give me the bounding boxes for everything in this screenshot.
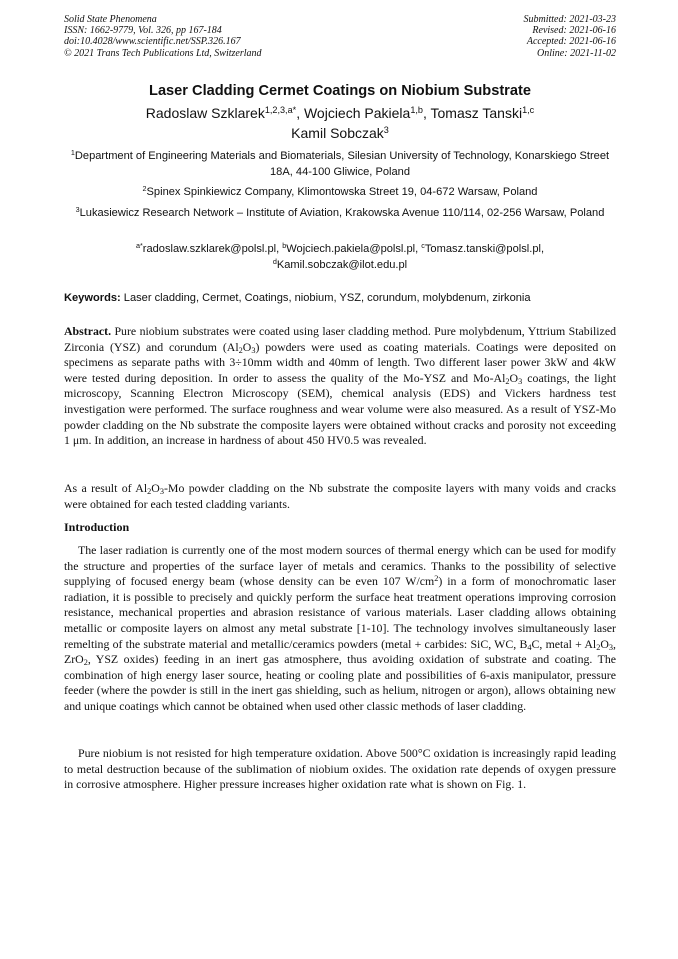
journal-issn: ISSN: 1662-9779, Vol. 326, pp 167-184 (64, 25, 222, 37)
author-affiliation-mark: 1,b (410, 105, 423, 115)
author-separator: , (296, 105, 304, 121)
paper-title: Laser Cladding Cermet Coatings on Niobium Substrate (149, 83, 531, 99)
abstract-text: O (509, 370, 519, 385)
subscript: 3 (518, 376, 523, 386)
affiliation-text: Spinex Spinkiewicz Company, Klimontowska Street 19, 04-672 Warsaw, Poland (146, 186, 538, 198)
abstract-text: O (242, 339, 252, 354)
email-mark: c (421, 241, 425, 251)
abstract-paragraph-2 (64, 481, 616, 512)
affiliation-text: Lukasiewicz Research Network – Institute of Aviation, Krakowska Avenue 110/114, 02-256 Warsaw, Poland (79, 207, 605, 219)
email-address[interactable]: radoslaw.szklarek@polsl.pl, (142, 243, 283, 255)
section-heading-introduction: Introduction (64, 520, 130, 534)
subscript: 2 (147, 487, 152, 497)
author-name: Wojciech Pakiela (303, 105, 411, 121)
subscript: 2 (238, 345, 243, 355)
subscript: 2 (505, 376, 510, 386)
date-submitted: Submitted: 2021-03-23 (523, 14, 616, 25)
journal-name: Solid State Phenomena (64, 14, 157, 25)
keywords-text: Laser cladding, Cermet, Coatings, niobium, YSZ, corundum, molybdenum, zirkonia (120, 292, 531, 304)
abstract-text: coatings, the light microscopy, Scanning Electron Microscopy (SEM), chemical analysis (EDS) and Vickers hardness test investigation were performed. The surface roughness and wear volume were also measured. As a result of YSZ-Mo powder cladding on the Nb substrate the composite layers were obtained without cracks and porosity not exceeding 1 μm. In addition, an increase in hardness of about 450 HV0.5 was revealed. (64, 370, 616, 448)
date-online: Online: 2021-11-02 (537, 47, 616, 59)
body-text: O (600, 636, 609, 651)
email-mark: b (282, 241, 287, 251)
author-emails (64, 242, 616, 273)
date-revised: Revised: 2021-06-16 (532, 25, 616, 37)
abstract-text: O (151, 481, 160, 495)
subscript: 3 (608, 642, 614, 652)
author-name: Tomasz Tanski (430, 105, 523, 121)
affiliation-text: Department of Engineering Materials and Biomaterials, Silesian University of Technology, Konarskiego Street 18A, 44-100 Gliwice, Poland (74, 150, 610, 178)
keywords-label: Keywords: (64, 292, 121, 304)
abstract-text: As a result of Al (64, 481, 148, 495)
email-mark: d (272, 256, 277, 266)
journal-info (64, 14, 262, 59)
email-address[interactable]: Kamil.sobczak@ilot.edu.pl (276, 258, 408, 271)
author-name: Radoslaw Szklarek (145, 105, 265, 121)
author-affiliation-mark: 1,c (522, 105, 535, 115)
introduction-paragraph: Pure niobium is not resisted for high temperature oxidation. Above 500°C oxidation is increasingly rapid leading to metal destruction because of the sublimation of niobium oxides. The oxidation rate depends of oxygen pressure in corrosive atmosphere. Higher pressure increases higher oxidation rate what is shown on Fig. 1. (64, 746, 616, 792)
body-text: The laser radiation is currently one of the most modern sources of thermal energy which can be used for modify the structure and properties of the surface layer of metals and ceramics. Thanks to the possibility of selective supplying of focused energy beam (whose density can be even 107 W/cm (64, 543, 616, 589)
abstract-paragraph (64, 324, 616, 449)
affiliation-mark: 3 (75, 205, 80, 215)
affiliation-mark: 1 (70, 148, 75, 158)
affiliation-mark: 2 (142, 184, 147, 194)
body-text: ) in a form of monochromatic laser radiation, it is possible to precisely and quickly perform the surface heat treatment operations improving corrosion resistance, mechanical properties and abrasion resistance of various materials. Laser cladding allows obtaining metallic or composite layers on almost any metal substrate [1-10]. The technology involves simultaneously laser remelting of the substrate material and metallic/ceramics powders (metal + carbides: SiC, WC, B (64, 574, 616, 651)
keywords (64, 291, 616, 306)
author-separator: , (422, 105, 431, 121)
affiliation (64, 149, 616, 180)
subscript: 2 (83, 658, 88, 668)
superscript: 2 (434, 574, 439, 584)
subscript: 2 (596, 642, 601, 652)
email-mark: a* (135, 241, 143, 251)
abstract-label: Abstract. (64, 324, 112, 338)
affiliation (64, 185, 616, 201)
email-address[interactable]: Tomasz.tanski@polsl.pl, (424, 243, 545, 255)
subscript: 3 (159, 487, 164, 497)
abstract-text: -Mo powder cladding on the Nb substrate the composite layers with many voids and cracks were obtained for each tested cladding variants. (64, 481, 616, 511)
abstract-text: ) powders were used as coating materials. Coatings were deposited on specimens as separate paths with 3÷10mm width and 40mm of length. Two different laser power 3kW and 4kW were tested during deposition. In order to assess the quality of the Mo-YSZ and Mo-Al (64, 339, 616, 385)
body-text: , ZrO (64, 636, 616, 667)
affiliation (64, 206, 616, 222)
author-list (64, 103, 616, 143)
submission-dates (524, 14, 617, 59)
author-affiliation-mark: 1,2,3,a* (264, 105, 297, 115)
journal-doi: doi:10.4028/www.scientific.net/SSP.326.167 (64, 36, 241, 48)
abstract-text: Pure niobium substrates were coated using laser cladding method. Pure molybdenum, Yttrium Stabilized Zirconia (YSZ) and corundum (Al (64, 324, 616, 354)
body-text: C, metal + Al (531, 636, 597, 651)
body-text: , YSZ oxides) feeding in an inert gas atmosphere, thus avoiding oxidation of substrate and coating. The combination of high energy laser source, heating or cooling plate and possibilities of 6-axis manipulator, pressure feeder (where the powder is still in the inert gas shielding, such as helium, nitrogen or argon), allows obtaining new and unique coatings which cannot be obtained when used other classic methods of laser cladding. (64, 652, 616, 713)
subscript: 4 (527, 642, 532, 652)
subscript: 3 (251, 345, 256, 355)
journal-copyright: © 2021 Trans Tech Publications Ltd, Switzerland (64, 47, 262, 59)
author-name: Kamil Sobczak (291, 125, 384, 141)
date-accepted: Accepted: 2021-06-16 (526, 36, 616, 48)
introduction-paragraph (64, 543, 616, 715)
author-affiliation-mark: 3 (383, 125, 389, 135)
email-address[interactable]: Wojciech.pakiela@polsl.pl, (286, 243, 422, 255)
